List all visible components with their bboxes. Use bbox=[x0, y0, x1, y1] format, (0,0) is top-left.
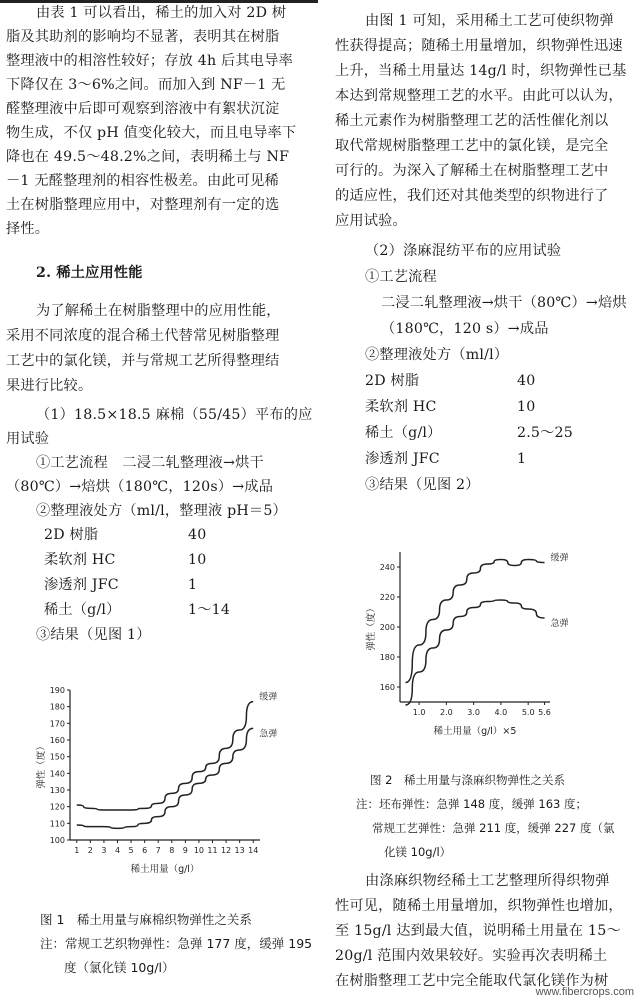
x-tick-label: 13 bbox=[234, 846, 245, 855]
recipe-value: 40 bbox=[188, 527, 207, 543]
left-para1-line: －1 无醛整理剂的相容性极差。由此可见稀 bbox=[6, 173, 279, 189]
process-line: （80℃）→焙烘（180℃，120s）→成品 bbox=[6, 479, 274, 495]
x-tick-label: 8 bbox=[169, 846, 175, 855]
left-para2-line: 采用不同浓度的混合稀土代替常见树脂整理 bbox=[6, 328, 280, 344]
y-tick-label: 150 bbox=[49, 752, 65, 762]
recipe-name: 渗透剂 JFC bbox=[365, 451, 440, 467]
right-para2-line: 性可见，随稀土用量增加，织物弹性也增加， bbox=[335, 898, 623, 914]
recipe-name: 稀土（g/l） bbox=[44, 602, 121, 618]
recipe-name: 柔软剂 HC bbox=[44, 552, 116, 568]
figure-2-note: 常规工艺弹性：急弹 211 度，缓弹 227 度（氯 bbox=[372, 821, 615, 835]
x-tick-label: 1 bbox=[74, 846, 80, 855]
series-line bbox=[405, 600, 544, 705]
y-tick-label: 180 bbox=[379, 653, 395, 662]
left-para1-line: 醛整理液中后即可观察到溶液中有絮状沉淀 bbox=[6, 101, 280, 117]
left-para1-line: 脂及其助剂的影响均不显著，表明其在树脂 bbox=[6, 29, 280, 45]
y-tick-label: 160 bbox=[379, 683, 395, 692]
y-axis-label: 弹性（度） bbox=[36, 741, 47, 789]
x-tick-label: 12 bbox=[220, 846, 232, 855]
x-tick-label: 5.6 bbox=[538, 708, 551, 717]
recipe-label: ②整理液处方（ml/l，整理液 pH＝5） bbox=[36, 503, 287, 519]
result-label-2: ③结果（见图 2） bbox=[365, 477, 480, 493]
right-para1-line: 性获得提高；随稀土用量增加，织物弹性迅速 bbox=[335, 38, 623, 54]
right-para2-line: 至 15g/l 达到最大值，说明稀土用量在 15～ bbox=[335, 923, 621, 939]
x-tick-label: 5.0 bbox=[521, 708, 535, 717]
subsection-1-cont: 用试验 bbox=[6, 431, 50, 447]
recipe-label-2: ②整理液处方（ml/l） bbox=[365, 347, 509, 363]
x-tick-label: 2 bbox=[87, 846, 93, 855]
series-label: 急弹 bbox=[259, 729, 278, 740]
x-tick-label: 3.0 bbox=[467, 708, 481, 717]
y-tick-label: 110 bbox=[49, 819, 65, 829]
figure-1-note-cont: 度（氯化镁 10g/l） bbox=[64, 960, 175, 975]
recipe-name: 渗透剂 JFC bbox=[44, 577, 119, 593]
y-tick-label: 160 bbox=[49, 736, 65, 745]
x-tick-label: 11 bbox=[207, 846, 218, 855]
y-tick-label: 130 bbox=[49, 786, 65, 795]
right-para2-line: 由涤麻织物经稀土工艺整理所得织物弹 bbox=[365, 873, 610, 889]
series-label: 急弹 bbox=[550, 619, 569, 629]
x-tick-label: 1.0 bbox=[412, 708, 426, 717]
process-label: ①工艺流程 二浸二轧整理液→烘干 bbox=[36, 455, 264, 471]
section-heading: 2. 稀土应用性能 bbox=[36, 265, 143, 281]
x-tick-label: 14 bbox=[248, 846, 259, 855]
x-tick-label: 6 bbox=[142, 846, 148, 855]
recipe-value: 1～14 bbox=[188, 602, 231, 618]
process-label-2: ①工艺流程 bbox=[365, 269, 437, 285]
left-para1-line: 物生成，不仅 pH 值变化较大，而且电导率下 bbox=[6, 125, 297, 141]
right-para1-line: 本达到常规整理工艺的水平。由此可以认为， bbox=[335, 88, 623, 104]
y-tick-label: 200 bbox=[379, 623, 395, 632]
series-label: 缓弹 bbox=[259, 692, 278, 703]
recipe-name: 2D 树脂 bbox=[365, 373, 420, 389]
x-tick-label: 3 bbox=[101, 846, 107, 855]
x-tick-label: 5 bbox=[128, 846, 134, 855]
recipe-value: 1 bbox=[188, 577, 198, 593]
x-tick-label: 10 bbox=[193, 846, 205, 855]
x-axis-label: 稀土用量（g/l）×5 bbox=[433, 726, 517, 737]
y-tick-label: 170 bbox=[49, 719, 65, 729]
figure-2-chart bbox=[360, 540, 600, 750]
right-para1-line: 上升，当稀土用量达 14g/l 时，织物弹性已基 bbox=[335, 63, 627, 79]
recipe-value: 1 bbox=[517, 451, 527, 467]
right-para1-line: 的适应性，我们还对其他类型的织物进行了 bbox=[335, 188, 609, 204]
left-para1-line: 由表 1 可以看出，稀土的加入对 2D 树 bbox=[36, 5, 287, 21]
y-tick-label: 240 bbox=[379, 563, 395, 572]
result-label: ③结果（见图 1） bbox=[36, 627, 151, 643]
y-tick-label: 140 bbox=[49, 769, 65, 779]
left-para2-line: 为了解稀土在树脂整理中的应用性能， bbox=[36, 303, 281, 319]
recipe-value: 10 bbox=[517, 399, 536, 415]
recipe-value: 10 bbox=[188, 552, 207, 568]
recipe-name: 2D 树脂 bbox=[44, 527, 99, 543]
figure-2-note: 注：坯布弹性：急弹 148 度，缓弹 163 度； bbox=[356, 797, 588, 811]
right-para1-line: 应用试验。 bbox=[335, 213, 407, 229]
x-tick-label: 4 bbox=[114, 846, 121, 855]
y-tick-label: 220 bbox=[379, 593, 395, 602]
figure-1-chart bbox=[36, 682, 296, 890]
process-line-2: 二浸二轧整理液→烘干（80℃）→焙烘 bbox=[381, 295, 627, 311]
watermark: www.fibercrops.com bbox=[535, 986, 634, 998]
figure-1-note: 注：常规工艺织物弹性：急弹 177 度，缓弹 195 bbox=[40, 936, 313, 951]
process-line-2: （180℃，120 s）→成品 bbox=[381, 321, 549, 337]
x-axis-label: 稀土用量（g/l） bbox=[130, 864, 200, 875]
figure-2-note-cont: 化镁 10g/l） bbox=[384, 845, 452, 859]
figure-1-caption: 图 1 稀土用量与麻棉织物弹性之关系 bbox=[40, 912, 252, 927]
series-label: 缓弹 bbox=[550, 553, 569, 564]
y-tick-label: 120 bbox=[49, 802, 65, 812]
series-line bbox=[77, 702, 253, 810]
right-para1-line: 稀土元素作为树脂整理工艺的活性催化剂以 bbox=[335, 113, 609, 129]
left-para1-line: 降也在 49.5～48.2%之间，表明稀土与 NF bbox=[6, 149, 290, 165]
right-para2-line: 在树脂整理工艺中完全能取代氯化镁作为树 bbox=[335, 973, 609, 989]
left-para1-line: 土在树脂整理应用中，对整理剂有一定的选 bbox=[6, 197, 280, 213]
x-tick-label: 9 bbox=[182, 846, 188, 855]
x-tick-label: 4.0 bbox=[494, 708, 508, 717]
right-para1-line: 取代常规树脂整理工艺中的氯化镁，是完全 bbox=[335, 138, 609, 154]
left-para2-line: 工艺中的氯化镁，并与常规工艺所得整理结 bbox=[6, 353, 280, 369]
y-tick-label: 190 bbox=[49, 686, 65, 695]
left-para1-line: 择性。 bbox=[6, 221, 50, 237]
recipe-value: 40 bbox=[517, 373, 536, 389]
subsection-1: （1）18.5×18.5 麻棉（55/45）平布的应 bbox=[36, 407, 313, 423]
recipe-name: 柔软剂 HC bbox=[365, 399, 437, 415]
left-para2-line: 果进行比较。 bbox=[6, 378, 93, 394]
y-tick-label: 100 bbox=[49, 836, 65, 845]
y-axis-label: 弹性（度） bbox=[366, 603, 377, 651]
right-para2-line: 20g/l 范围内效果较好。实验再次表明稀土 bbox=[335, 948, 608, 964]
y-tick-label: 180 bbox=[49, 702, 65, 712]
right-para1-line: 可行的。为深入了解稀土在树脂整理工艺中 bbox=[335, 163, 609, 179]
left-para1-line: 整理液中的相溶性较好；存放 4h 后其电导率 bbox=[6, 53, 293, 69]
right-para1-line: 由图 1 可知，采用稀土工艺可使织物弹 bbox=[365, 13, 614, 29]
recipe-value: 2.5～25 bbox=[517, 425, 574, 441]
subsection-2: （2）涤麻混纺平布的应用试验 bbox=[365, 243, 562, 259]
x-tick-label: 2.0 bbox=[439, 708, 453, 717]
x-tick-label: 7 bbox=[155, 846, 161, 855]
recipe-name: 稀土（g/l） bbox=[365, 425, 442, 441]
figure-2-caption: 图 2 稀土用量与涤麻织物弹性之关系 bbox=[370, 773, 565, 787]
left-para1-line: 下降仅在 3～6%之间。而加入到 NF－1 无 bbox=[6, 77, 286, 93]
series-line bbox=[77, 728, 253, 828]
